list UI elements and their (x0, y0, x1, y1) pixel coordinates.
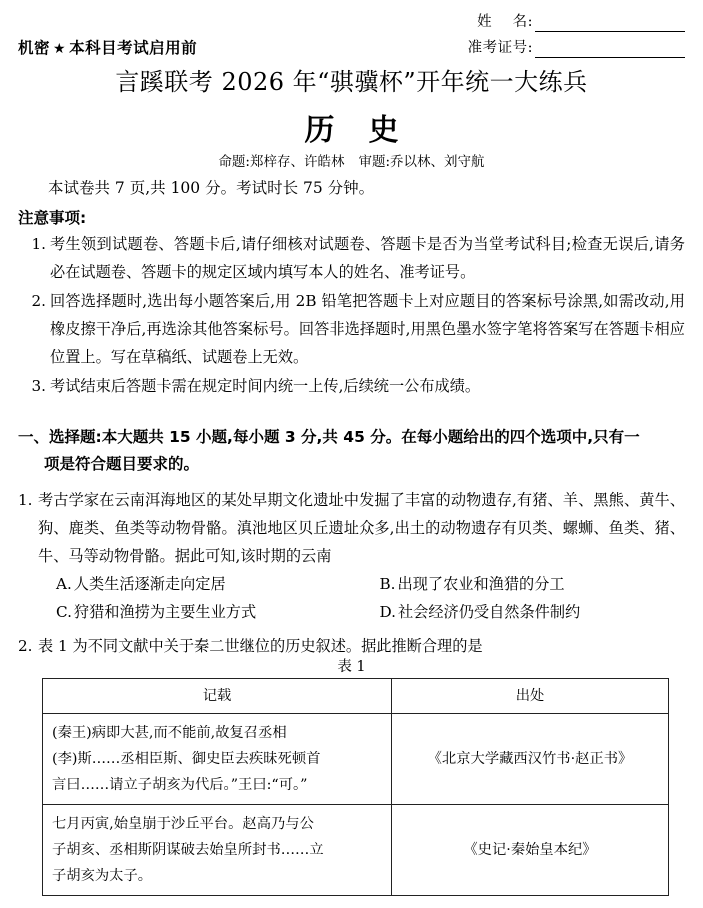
record-line: 言曰……请立子胡亥为代后。”王曰:“可。” (52, 777, 308, 793)
subject-char-left: 历 (304, 113, 335, 148)
option-a-text: 人类生活逐渐走向定居 (73, 575, 226, 593)
confidential-notice (18, 36, 197, 58)
exam-id-field-label: 准考证号: (467, 40, 533, 56)
source-table (42, 678, 669, 896)
source-cell: 《北京大学藏西汉竹书·赵正书》 (392, 714, 669, 805)
name-field-label: 姓 名: (477, 14, 533, 30)
option-b[interactable] (362, 570, 686, 598)
section-heading-line-1: 一、选择题:本大题共 15 小题,每小题 3 分,共 45 分。在每小题给出的四个选项中,只有一 (18, 428, 640, 446)
notice-item-text: 回答选择题时,选出每小题答案后,用 2B 铅笔把答题卡上对应题目的答案标号涂黑,如需改动,用橡皮擦干净后,再选涂其他答案标号。回答非选择题时,用黑色墨水签字笔将答案写在答题卡相应位置上。写在草稿纸、试题卷上无效。 (50, 292, 685, 366)
option-c[interactable] (38, 598, 362, 626)
record-line: (秦王)病即大甚,而不能前,故复召丞相 (52, 725, 287, 741)
page-title: 言蹊联考 2026 年“骐骥杯”开年统一大练兵 (115, 68, 588, 96)
subject-title (0, 105, 703, 149)
record-line: 子胡亥为太子。 (52, 868, 153, 884)
table-caption: 表 1 (337, 659, 366, 675)
option-row (38, 570, 685, 598)
option-d-text: 社会经济仍受自然条件制约 (397, 603, 581, 621)
question-1 (18, 486, 685, 626)
notice-item (18, 287, 685, 371)
notice-item-text: 考试结束后答题卡需在规定时间内统一上传,后续统一公布成绩。 (50, 377, 481, 395)
option-a[interactable] (38, 570, 362, 598)
table-row (43, 714, 669, 805)
notice-item (18, 372, 685, 400)
question-1-stem: 考古学家在云南洱海地区的某处早期文化遗址中发掘了丰富的动物遗存,有猪、羊、黑熊、黄牛、狗、鹿类、鱼类等动物骨骼。滇池地区贝丘遗址众多,出土的动物遗存有贝类、螺蛳、鱼类、猪、牛、马等动物骨骼。据此可知,该时期的云南 (38, 491, 685, 565)
notice-item-text: 考生领到试题卷、答题卡后,请仔细核对试题卷、答题卡是否为当堂考试科目;检查无误后,请务必在试题卷、答题卡的规定区域内填写本人的姓名、准考证号。 (50, 235, 685, 281)
name-field-blank[interactable] (535, 14, 685, 32)
record-line: 七月丙寅,始皇崩于沙丘平台。赵高乃与公 (52, 816, 314, 832)
notice-item-number: 2. (31, 292, 46, 310)
authors-label: 命题:郑梓存、许皓林 (218, 154, 345, 170)
record-cell (43, 714, 392, 805)
question-1-options (38, 570, 685, 626)
name-field-row (415, 6, 685, 32)
paper-info-line: 本试卷共 7 页,共 100 分。考试时长 75 分钟。 (48, 179, 375, 197)
section-heading-line-2: 项是符合题目要求的。 (44, 455, 200, 473)
option-c-label: C. (56, 603, 72, 621)
option-a-label: A. (56, 575, 72, 593)
notice-item-number: 3. (31, 377, 46, 395)
column-header-source: 出处 (392, 679, 669, 714)
option-row (38, 598, 685, 626)
reviewers-label: 审题:乔以林、刘守航 (358, 154, 485, 170)
table-header-row (43, 679, 669, 714)
exam-id-field-row (415, 32, 685, 58)
record-cell (43, 805, 392, 896)
question-2-number: 2. (18, 637, 33, 655)
record-line: (李)斯……丞相臣斯、御史臣去疾昧死顿首 (52, 751, 321, 767)
subject-char-right: 史 (368, 113, 399, 148)
section-heading-multiple-choice (18, 424, 685, 478)
authors-line (0, 150, 703, 170)
notice-heading: 注意事项: (18, 209, 87, 227)
candidate-identity-block (415, 6, 685, 58)
option-d[interactable] (362, 598, 686, 626)
option-b-text: 出现了农业和渔猎的分工 (397, 575, 565, 593)
question-1-body (18, 486, 685, 570)
notice-list (18, 230, 685, 401)
table-row (43, 805, 669, 896)
star-icon: ★ (53, 41, 67, 57)
source-cell: 《史记·秦始皇本纪》 (392, 805, 669, 896)
source-table-head (43, 679, 669, 714)
question-1-number: 1. (18, 491, 33, 509)
confidential-label: 机密 (18, 39, 51, 57)
option-b-label: B. (379, 575, 396, 593)
option-c-text: 狩猎和渔捞为主要生业方式 (73, 603, 257, 621)
notice-item-number: 1. (31, 235, 46, 253)
option-d-label: D. (379, 603, 396, 621)
confidential-suffix: 本科目考试启用前 (69, 39, 198, 57)
notice-item (18, 230, 685, 286)
source-table-body (43, 714, 669, 896)
record-line: 子胡亥、丞相斯阴谋破去始皇所封书……立 (52, 842, 324, 858)
exam-id-field-blank[interactable] (535, 40, 685, 58)
question-2-stem: 表 1 为不同文献中关于秦二世继位的历史叙述。据此推断合理的是 (38, 637, 483, 655)
column-header-record: 记载 (43, 679, 392, 714)
